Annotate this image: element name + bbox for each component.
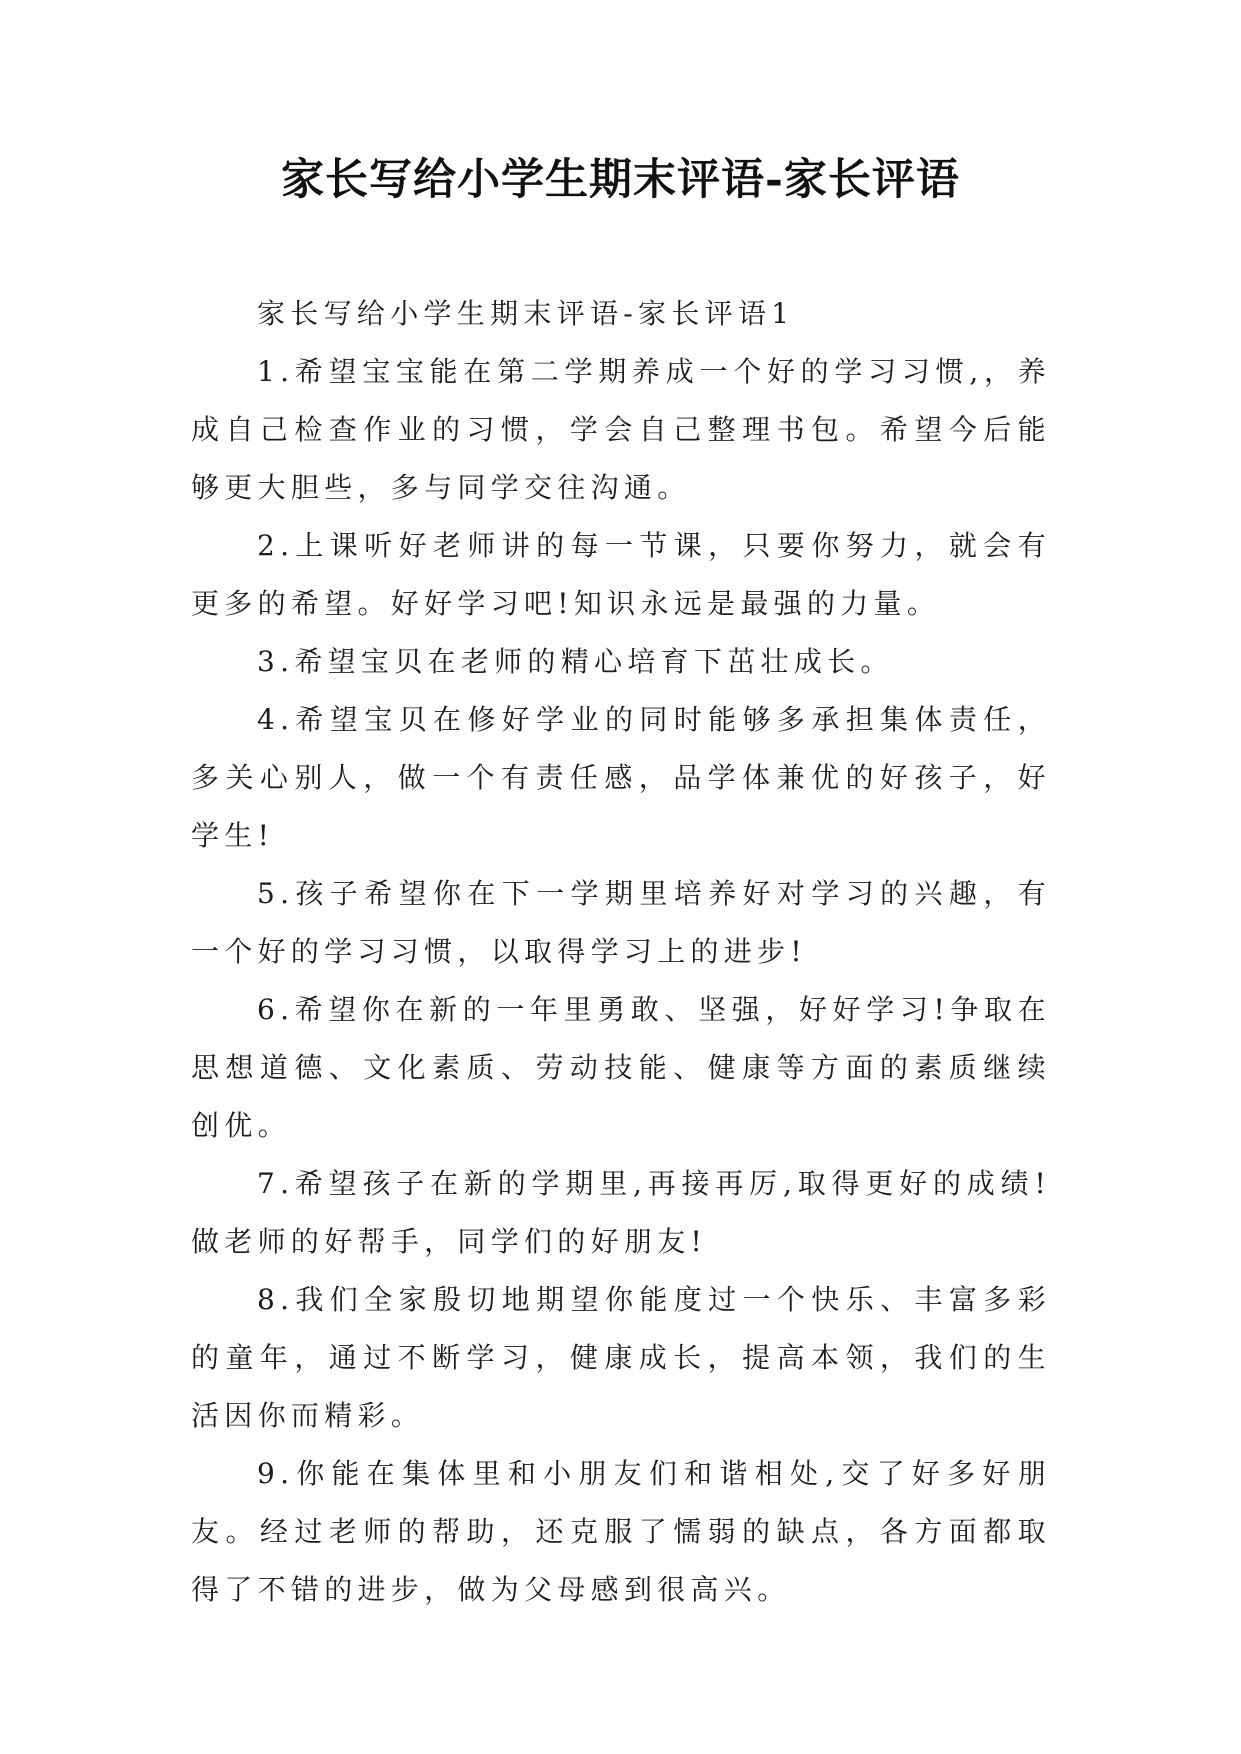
document-title: 家长写给小学生期末评语-家长评语 bbox=[281, 155, 960, 205]
paragraph-item-5: 5.孩子希望你在下一学期里培养好对学习的兴趣，有一个好的学习习惯，以取得学习上的进步! bbox=[191, 877, 1051, 968]
paragraph-item-9: 9.你能在集体里和小朋友们和谐相处,交了好多好朋友。经过老师的帮助，还克服了懦弱的缺点，各方面都取得了不错的进步，做为父母感到很高兴。 bbox=[191, 1457, 1051, 1606]
paragraph-item-2: 2.上课听好老师讲的每一节课，只要你努力，就会有更多的希望。好好学习吧!知识永远是最强的力量。 bbox=[191, 529, 1051, 620]
paragraph-item-1: 1.希望宝宝能在第二学期养成一个好的学习习惯,，养成自己检查作业的习惯，学会自己整理书包。希望今后能够更大胆些，多与同学交往沟通。 bbox=[191, 355, 1051, 504]
paragraph-item-6: 6.希望你在新的一年里勇敢、坚强，好好学习!争取在思想道德、文化素质、劳动技能、健康等方面的素质继续创优。 bbox=[191, 993, 1051, 1142]
document-body bbox=[191, 285, 1051, 1619]
paragraph-item-8: 8.我们全家殷切地期望你能度过一个快乐、丰富多彩的童年，通过不断学习，健康成长，提高本领，我们的生活因你而精彩。 bbox=[191, 1283, 1051, 1432]
paragraph-item-4: 4.希望宝贝在修好学业的同时能够多承担集体责任，多关心别人，做一个有责任感，品学体兼优的好孩子，好学生! bbox=[191, 703, 1051, 852]
section-heading: 家长写给小学生期末评语-家长评语1 bbox=[257, 297, 795, 330]
paragraph-item-3: 3.希望宝贝在老师的精心培育下茁壮成长。 bbox=[257, 645, 894, 678]
paragraph-item-7: 7.希望孩子在新的学期里,再接再厉,取得更好的成绩!做老师的好帮手，同学们的好朋友! bbox=[191, 1167, 1051, 1258]
